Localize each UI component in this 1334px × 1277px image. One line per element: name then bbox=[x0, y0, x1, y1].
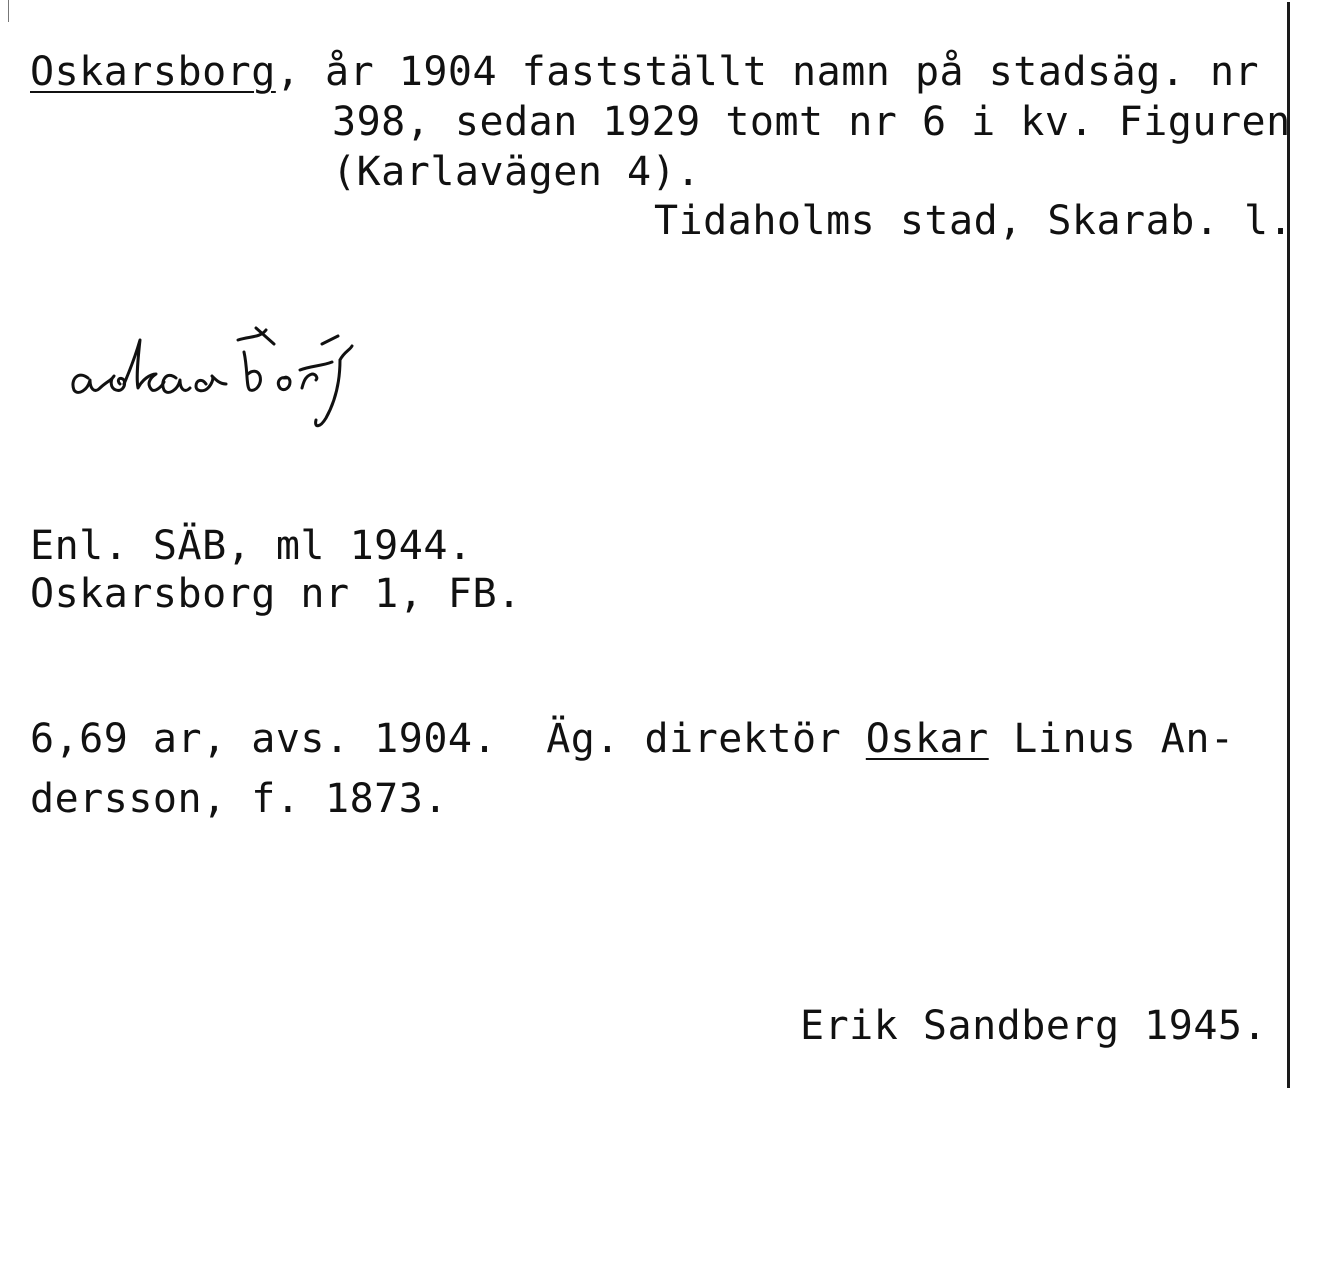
header-line-1 bbox=[30, 48, 1259, 96]
header-line-1-rest: , år 1904 fastställt namn på stadsäg. nr bbox=[275, 49, 1260, 95]
source-line-2: Oskarsborg nr 1, FB. bbox=[30, 571, 522, 617]
source-line-1: Enl. SÄB, ml 1944. bbox=[30, 523, 473, 569]
details-line-2: dersson, f. 1873. bbox=[30, 776, 448, 822]
handwritten-name-drawing bbox=[60, 300, 560, 440]
header-line-3: (Karlavägen 4). bbox=[332, 149, 701, 195]
card-edge-mark bbox=[8, 0, 9, 22]
details-line-1-end: Linus An- bbox=[988, 716, 1235, 762]
headword: Oskarsborg bbox=[30, 49, 276, 95]
signature: Erik Sandberg 1945. bbox=[800, 1003, 1268, 1049]
locality: Tidaholms stad, Skarab. l. bbox=[654, 198, 1294, 244]
owner-first-name: Oskar bbox=[865, 716, 989, 762]
details-line-1 bbox=[30, 715, 1235, 763]
details-line-1-start: 6,69 ar, avs. 1904. Äg. direktör bbox=[30, 716, 866, 762]
header-line-2: 398, sedan 1929 tomt nr 6 i kv. Figuren bbox=[332, 99, 1291, 145]
card-right-border bbox=[1287, 2, 1290, 1088]
handwritten-name bbox=[60, 300, 560, 440]
